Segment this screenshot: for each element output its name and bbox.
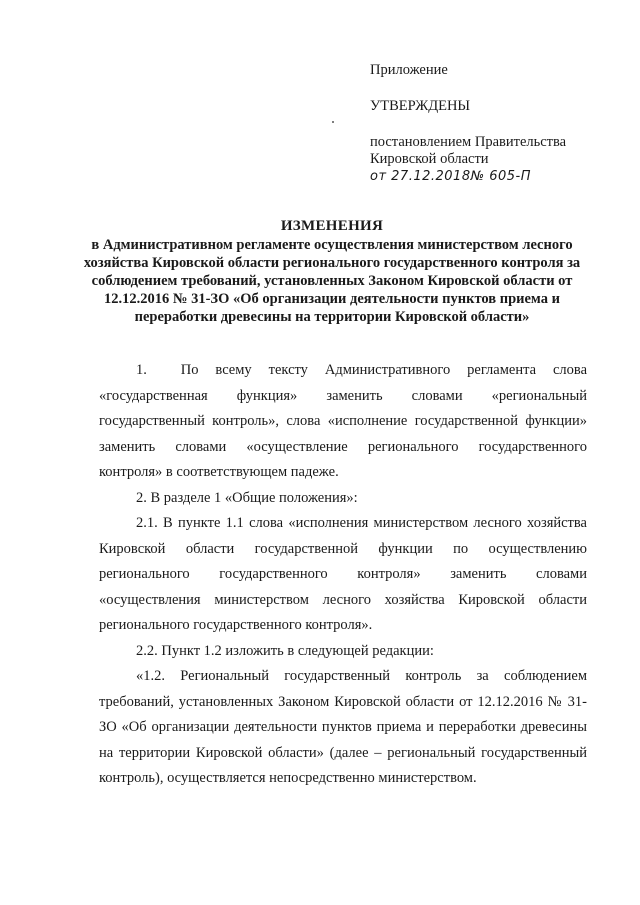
approval-line-2: Кировской области	[370, 151, 489, 167]
approved-label: УТВЕРЖДЕНЫ	[370, 98, 471, 114]
document-body	[99, 358, 587, 792]
paragraph-5: «1.2. Региональный государственный контроль за соблюдением требований, установленных Законом Кировской области от 12.12.2016 № 31-ЗО «Об организации деятельности пунктов приема и переработки древесины на территории Кировской области» (далее – региональный государственный контроль), осуществляется непосредственно министерством.	[99, 668, 587, 786]
paragraph-2: 2. В разделе 1 «Общие положения»:	[136, 489, 358, 506]
approval-block	[370, 62, 566, 185]
paragraph-1: 1. По всему тексту Административного регламента слова «государственная функция» заменить словами «региональный государственный контроль», слова «исполнение государственной функции» заменить словами «осуществление регионального государственного контроля» в соответствующем падеже.	[99, 362, 587, 480]
paragraph-3: 2.1. В пункте 1.1 слова «исполнения министерством лесного хозяйства Кировской области государственной функции по осуществлению регионального государственного контроля» заменить словами «осуществления министерством лесного хозяйства Кировской области регионального государственного контроля».	[99, 515, 587, 633]
title-subtitle: в Административном регламенте осуществления министерством лесного хозяйства Кировской области регионального государственного контроля за соблюдением требований, установленных Законом Кировской области от 12.12.2016 № 31-ЗО «Об организации деятельности пунктов приема и переработки древесины на территории Кировской области»	[83, 237, 581, 325]
scan-speck	[332, 121, 334, 123]
approval-line-1: постановлением Правительства	[370, 134, 567, 150]
appendix-label: Приложение	[370, 62, 448, 78]
document-title	[82, 217, 582, 326]
approval-date-number: от 27.12.2018№ 605-П	[370, 169, 532, 184]
title-heading: ИЗМЕНЕНИЯ	[280, 218, 384, 234]
paragraph-4: 2.2. Пункт 1.2 изложить в следующей редакции:	[136, 642, 434, 659]
